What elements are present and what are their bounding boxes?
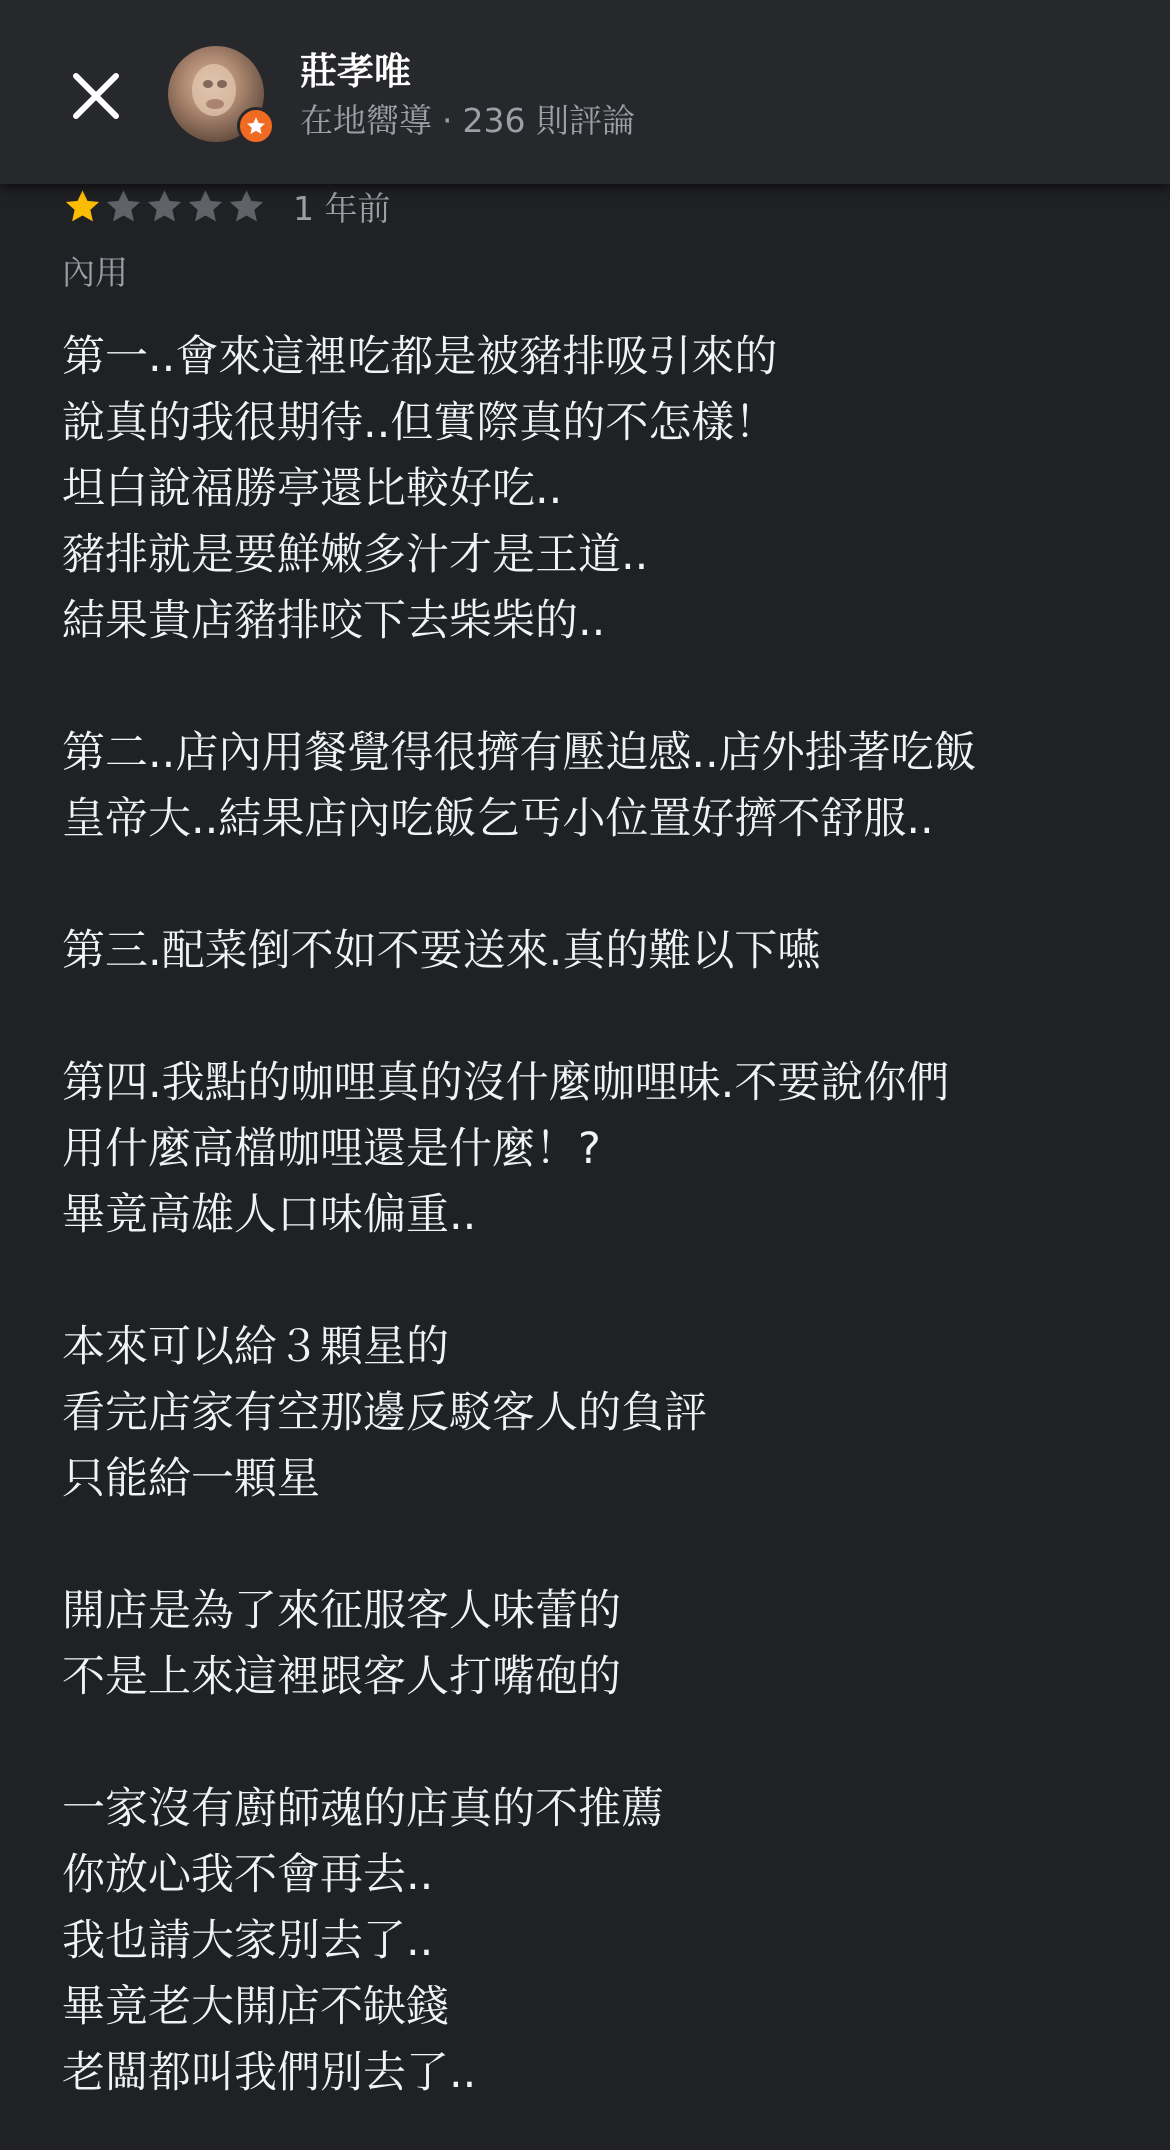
review-line: 第二..店內用餐覺得很擠有壓迫感..店外掛著吃飯 xyxy=(62,728,977,778)
meta-separator: · xyxy=(442,101,453,140)
reviewer-level: 在地嚮導 xyxy=(300,101,432,140)
empty-star-icon xyxy=(103,186,144,227)
review-text xyxy=(62,324,1122,2106)
review-line: 皇帝大..結果店內吃飯乞丐小位置好擠不舒服.. xyxy=(62,794,934,844)
review-line: 用什麼高檔咖哩還是什麼！? xyxy=(62,1124,601,1174)
empty-star-icon xyxy=(226,186,267,227)
empty-star-icon xyxy=(144,186,185,227)
review-line: 開店是為了來征服客人味蕾的 xyxy=(62,1586,621,1636)
review-line: 不是上來這裡跟客人打嘴砲的 xyxy=(62,1652,621,1702)
close-button[interactable] xyxy=(62,62,130,130)
review-line: 你放心我不會再去.. xyxy=(62,1850,434,1900)
review-line: 我也請大家別去了.. xyxy=(62,1916,434,1966)
reviewer-avatar[interactable] xyxy=(168,46,264,142)
review-line: 結果貴店豬排咬下去柴柴的.. xyxy=(62,596,606,646)
review-line: 一家沒有廚師魂的店真的不推薦 xyxy=(62,1784,664,1834)
review-line: 第三.配菜倒不如不要送來.真的難以下嚥 xyxy=(62,926,821,976)
review-blank-line xyxy=(62,1512,1122,1578)
local-guide-star-icon xyxy=(245,115,267,137)
review-blank-line xyxy=(62,852,1122,918)
filled-star-icon xyxy=(62,186,103,227)
review-blank-line xyxy=(62,654,1122,720)
review-blank-line xyxy=(62,1248,1122,1314)
local-guide-badge xyxy=(237,107,275,145)
rating-row xyxy=(62,183,391,229)
close-icon xyxy=(62,62,130,130)
reviewer-meta xyxy=(300,96,635,146)
review-line: 畢竟高雄人口味偏重.. xyxy=(62,1190,477,1240)
reviewer-header xyxy=(0,0,1170,184)
empty-star-icon xyxy=(185,186,226,227)
review-line: 第一..會來這裡吃都是被豬排吸引來的 xyxy=(62,332,778,382)
review-line: 只能給一顆星 xyxy=(62,1454,320,1504)
review-time: 1 年前 xyxy=(293,188,391,228)
star-rating xyxy=(62,186,267,227)
reviewer-name[interactable]: 莊孝唯 xyxy=(300,50,411,93)
review-count: 236 則評論 xyxy=(462,101,635,140)
review-line: 豬排就是要鮮嫩多汁才是王道.. xyxy=(62,530,649,580)
review-line: 本來可以給３顆星的 xyxy=(62,1322,449,1372)
review-line: 老闆都叫我們別去了.. xyxy=(62,2048,477,2098)
review-line: 說真的我很期待..但實際真的不怎樣！ xyxy=(62,398,778,448)
review-blank-line xyxy=(62,984,1122,1050)
review-blank-line xyxy=(62,1710,1122,1776)
review-line: 看完店家有空那邊反駁客人的負評 xyxy=(62,1388,707,1438)
review-line: 畢竟老大開店不缺錢 xyxy=(62,1982,449,2032)
review-line: 坦白說福勝亭還比較好吃.. xyxy=(62,464,563,514)
review-line: 第四.我點的咖哩真的沒什麼咖哩味.不要說你們 xyxy=(62,1058,950,1108)
service-type-label: 內用 xyxy=(62,253,128,292)
